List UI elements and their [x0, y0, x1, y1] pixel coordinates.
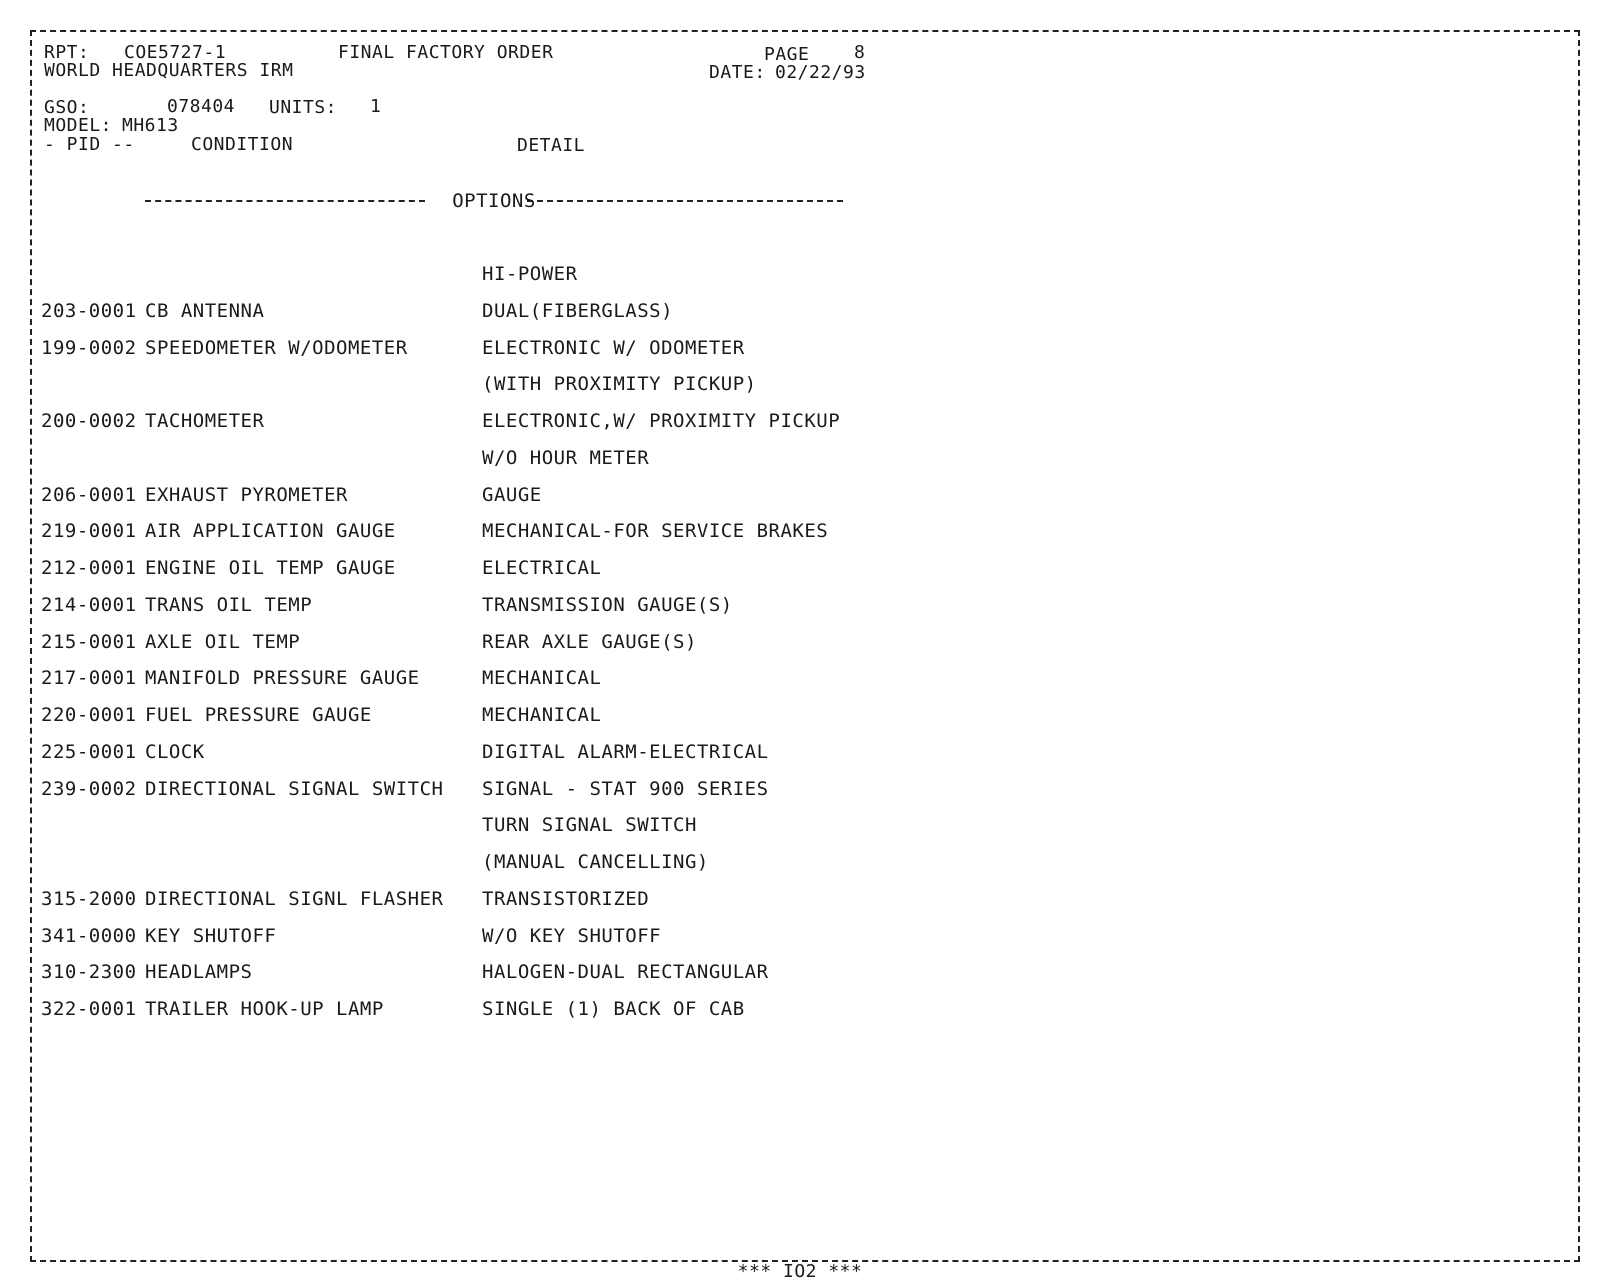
- detail-cell: MECHANICAL-FOR SERVICE BRAKES: [482, 520, 829, 543]
- column-header-condition: CONDITION: [191, 134, 294, 155]
- condition-cell: EXHAUST PYROMETER: [145, 483, 348, 506]
- detail-cell: TRANSMISSION GAUGE(S): [482, 593, 733, 616]
- pid-cell: 315-2000: [41, 887, 137, 910]
- pid-cell: 310-2300: [41, 961, 137, 984]
- model-value: MH613: [122, 115, 179, 136]
- pid-cell: 225-0001: [41, 740, 137, 763]
- condition-cell: DIRECTIONAL SIGNAL SWITCH: [145, 777, 444, 800]
- detail-cell: DUAL(FIBERGLASS): [482, 299, 674, 322]
- page-label: PAGE: [764, 44, 810, 65]
- detail-cell: TRANSISTORIZED: [482, 887, 650, 910]
- condition-cell: HEADLAMPS: [145, 961, 253, 984]
- condition-cell: MANIFOLD PRESSURE GAUGE: [145, 667, 420, 690]
- rpt-value: COE5727-1: [124, 42, 227, 63]
- detail-cell: TURN SIGNAL SWITCH: [482, 814, 697, 837]
- column-header-detail: DETAIL: [517, 135, 586, 156]
- section-title: OPTIONS: [452, 190, 536, 212]
- detail-cell: SINGLE (1) BACK OF CAB: [482, 998, 745, 1020]
- gso-label: GSO:: [44, 97, 90, 118]
- condition-cell: CB ANTENNA: [145, 299, 265, 322]
- pid-cell: 199-0002: [41, 336, 137, 359]
- detail-cell: (MANUAL CANCELLING): [482, 851, 709, 873]
- pid-cell: 322-0001: [41, 998, 137, 1020]
- column-header-pid: - PID --: [44, 134, 135, 155]
- detail-cell: (WITH PROXIMITY PICKUP): [482, 373, 757, 396]
- detail-cell: SIGNAL - STAT 900 SERIES: [482, 777, 769, 800]
- report-title: FINAL FACTORY ORDER: [338, 42, 554, 63]
- detail-cell: REAR AXLE GAUGE(S): [482, 630, 697, 653]
- rpt-label: RPT:: [44, 42, 90, 63]
- pid-cell: 239-0002: [41, 777, 137, 800]
- detail-cell: DIGITAL ALARM-ELECTRICAL: [482, 740, 769, 763]
- pid-cell: 203-0001: [41, 299, 137, 322]
- units-label: UNITS:: [269, 97, 338, 118]
- detail-cell: W/O HOUR METER: [482, 446, 650, 469]
- condition-cell: FUEL PRESSURE GAUGE: [145, 704, 372, 726]
- pid-cell: 341-0000: [41, 924, 137, 947]
- pid-cell: 206-0001: [41, 483, 137, 506]
- date-value: 02/22/93: [775, 62, 866, 83]
- condition-cell: AXLE OIL TEMP: [145, 630, 301, 653]
- options-section-rule: [145, 190, 843, 212]
- detail-cell: GAUGE: [482, 483, 542, 506]
- detail-cell: ELECTRICAL: [482, 557, 602, 579]
- condition-cell: TRANS OIL TEMP: [145, 593, 313, 616]
- condition-cell: CLOCK: [145, 740, 205, 763]
- pid-cell: 214-0001: [41, 593, 137, 616]
- detail-cell: HI-POWER: [482, 263, 578, 285]
- detail-cell: ELECTRONIC W/ ODOMETER: [482, 336, 745, 359]
- condition-cell: TACHOMETER: [145, 410, 265, 432]
- pid-cell: 219-0001: [41, 520, 137, 543]
- detail-cell: MECHANICAL: [482, 667, 602, 690]
- units-value: 1: [370, 96, 382, 117]
- model-label: MODEL:: [44, 115, 113, 136]
- gso-value: 078404: [167, 96, 236, 117]
- condition-cell: SPEEDOMETER W/ODOMETER: [145, 336, 408, 359]
- pid-cell: 200-0002: [41, 410, 137, 432]
- detail-cell: MECHANICAL: [482, 704, 602, 726]
- page-number: 8: [854, 42, 866, 63]
- condition-cell: KEY SHUTOFF: [145, 924, 277, 947]
- condition-cell: AIR APPLICATION GAUGE: [145, 520, 396, 543]
- condition-cell: TRAILER HOOK-UP LAMP: [145, 998, 384, 1020]
- date-label: DATE:: [709, 62, 766, 83]
- condition-cell: DIRECTIONAL SIGNL FLASHER: [145, 887, 444, 910]
- page-footer: *** IO2 ***: [737, 1261, 863, 1282]
- org-name: WORLD HEADQUARTERS IRM: [44, 60, 294, 81]
- pid-cell: 220-0001: [41, 704, 137, 726]
- condition-cell: ENGINE OIL TEMP GAUGE: [145, 557, 396, 579]
- pid-cell: 212-0001: [41, 557, 137, 579]
- pid-cell: 215-0001: [41, 630, 137, 653]
- detail-cell: HALOGEN-DUAL RECTANGULAR: [482, 961, 769, 984]
- detail-cell: W/O KEY SHUTOFF: [482, 924, 662, 947]
- pid-cell: 217-0001: [41, 667, 137, 690]
- detail-cell: ELECTRONIC,W/ PROXIMITY PICKUP: [482, 410, 841, 432]
